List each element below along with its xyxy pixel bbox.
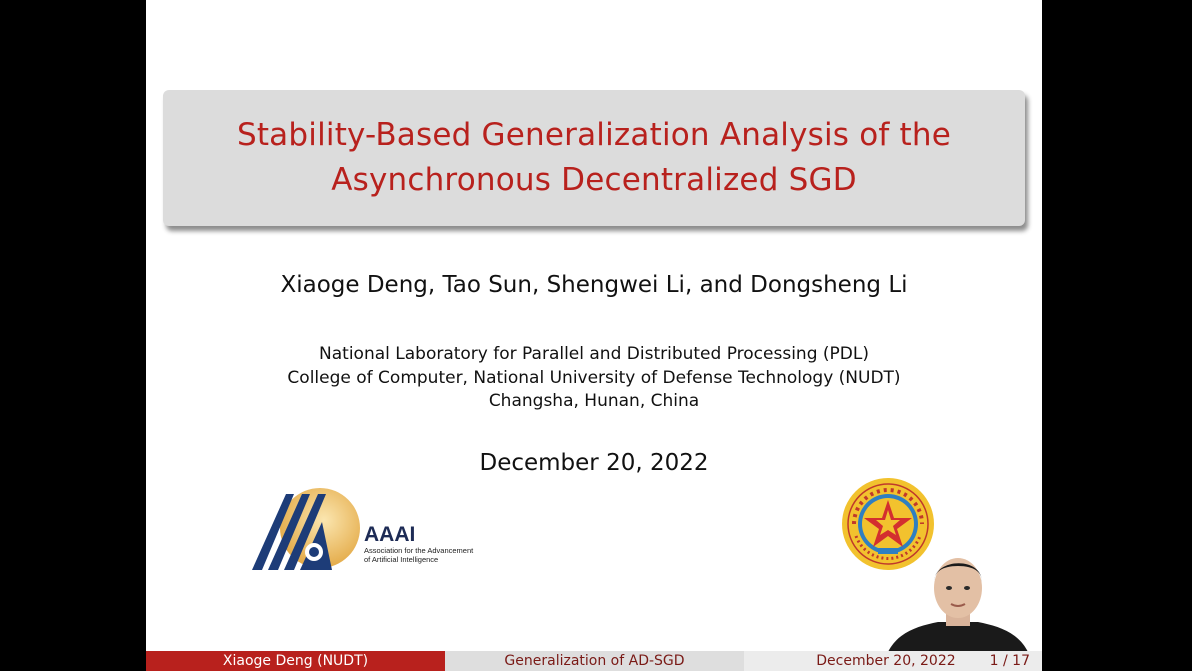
footer-date: December 20, 2022 bbox=[816, 653, 956, 669]
presentation-date: December 20, 2022 bbox=[479, 450, 709, 476]
footer-short-title: Generalization of AD-SGD bbox=[445, 651, 744, 671]
footer-date-page bbox=[744, 651, 1042, 671]
affiliation-line-1: National Laboratory for Parallel and Distributed Processing (PDL) bbox=[319, 344, 869, 364]
affiliation-line-3: Changsha, Hunan, China bbox=[488, 391, 700, 411]
slide-title-line-1: Stability-Based Generalization Analysis of the bbox=[236, 117, 952, 153]
affiliation-line-2: College of Computer, National University of Defense Technology (NUDT) bbox=[287, 367, 901, 388]
author-list: Xiaoge Deng, Tao Sun, Shengwei Li, and Dongsheng Li bbox=[280, 272, 908, 298]
speaker-video-icon bbox=[888, 548, 1028, 652]
aaai-subtitle: Association for the Advancement of Artificial Intelligence bbox=[364, 546, 474, 564]
slide-footer bbox=[146, 651, 1042, 671]
presentation-slide bbox=[146, 0, 1042, 671]
affiliation-block bbox=[146, 343, 1042, 414]
footer-page-number: 1 / 17 bbox=[989, 653, 1030, 669]
aaai-name: AAAI bbox=[364, 523, 416, 546]
slide-title-line-2: Asynchronous Decentralized SGD bbox=[331, 162, 857, 198]
aaai-wordmark bbox=[364, 524, 474, 564]
footer-author: Xiaoge Deng (NUDT) bbox=[146, 651, 445, 671]
title-box bbox=[163, 90, 1025, 226]
